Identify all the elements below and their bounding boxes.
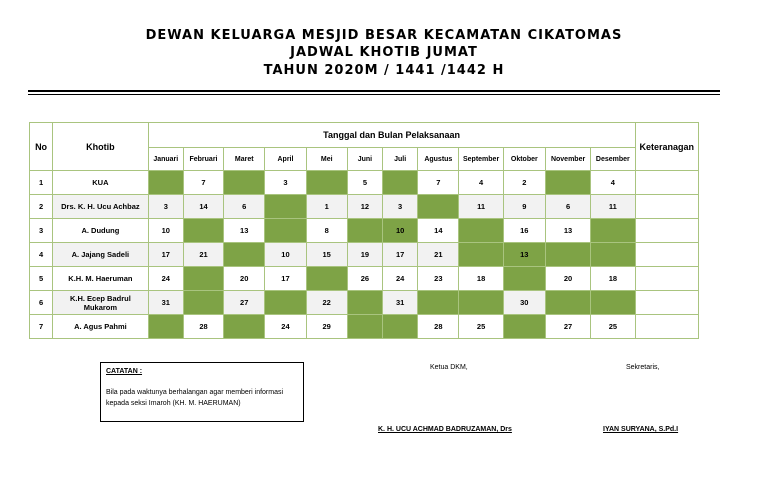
header-month: November xyxy=(545,148,590,171)
date-cell: 29 xyxy=(306,315,347,339)
date-cell: 26 xyxy=(347,267,382,291)
notes-body: Bila pada waktunya berhalangan agar memberi informasi kepada seksi Imaroh (KH. M. HAERUMAN) xyxy=(106,389,284,407)
date-cell: 24 xyxy=(383,267,418,291)
date-cell: 22 xyxy=(306,291,347,315)
header-month: Juni xyxy=(347,148,382,171)
date-cell: 25 xyxy=(591,315,635,339)
date-cell: 7 xyxy=(183,171,223,195)
date-cell: 20 xyxy=(224,267,265,291)
date-cell: 3 xyxy=(383,195,418,219)
date-cell: 24 xyxy=(148,267,183,291)
date-cell xyxy=(418,291,459,315)
keterangan-cell xyxy=(635,219,698,243)
signature-name-chairman: K. H. UCU ACHMAD BADRUZAMAN, Drs xyxy=(378,426,512,433)
date-cell xyxy=(224,315,265,339)
khotib-name: A. Jajang Sadeli xyxy=(53,243,149,267)
date-cell: 21 xyxy=(183,243,223,267)
document-year: TAHUN 2020M / 1441 /1442 H xyxy=(263,63,505,78)
date-cell xyxy=(383,315,418,339)
notes-box xyxy=(100,362,304,422)
date-cell xyxy=(148,171,183,195)
date-cell xyxy=(148,315,183,339)
keterangan-cell xyxy=(635,195,698,219)
row-number: 1 xyxy=(30,171,53,195)
date-cell: 4 xyxy=(459,171,503,195)
date-cell xyxy=(183,267,223,291)
row-number: 5 xyxy=(30,267,53,291)
header-month: Januari xyxy=(148,148,183,171)
table-row xyxy=(30,243,699,267)
date-cell: 18 xyxy=(459,267,503,291)
khotib-name: K.H. M. Haeruman xyxy=(53,267,149,291)
date-cell: 20 xyxy=(545,267,590,291)
row-number: 4 xyxy=(30,243,53,267)
date-cell: 28 xyxy=(183,315,223,339)
date-cell: 21 xyxy=(418,243,459,267)
header-keterangan: Keteranagan xyxy=(635,123,698,171)
date-cell xyxy=(545,243,590,267)
header-month: April xyxy=(265,148,306,171)
date-cell: 3 xyxy=(148,195,183,219)
keterangan-cell xyxy=(635,267,698,291)
signature-role-chairman: Ketua DKM, xyxy=(430,364,468,371)
keterangan-cell xyxy=(635,315,698,339)
date-cell: 10 xyxy=(148,219,183,243)
date-cell: 7 xyxy=(418,171,459,195)
header-no: No xyxy=(30,123,53,171)
date-cell: 15 xyxy=(306,243,347,267)
date-cell: 16 xyxy=(503,219,545,243)
keterangan-cell xyxy=(635,243,698,267)
date-cell xyxy=(383,171,418,195)
date-cell: 14 xyxy=(418,219,459,243)
table-row xyxy=(30,195,699,219)
header-month: Agustus xyxy=(418,148,459,171)
date-cell: 5 xyxy=(347,171,382,195)
date-cell: 31 xyxy=(148,291,183,315)
header-date-group: Tanggal dan Bulan Pelaksanaan xyxy=(148,123,635,148)
khotib-name: A. Agus Pahmi xyxy=(53,315,149,339)
date-cell xyxy=(545,171,590,195)
document-subtitle: JADWAL KHOTIB JUMAT xyxy=(290,45,478,60)
notes-title: CATATAN : xyxy=(106,368,143,375)
date-cell xyxy=(459,219,503,243)
date-cell: 6 xyxy=(224,195,265,219)
table-row xyxy=(30,219,699,243)
date-cell: 18 xyxy=(591,267,635,291)
date-cell: 28 xyxy=(418,315,459,339)
date-cell: 17 xyxy=(383,243,418,267)
date-cell xyxy=(591,291,635,315)
table-row xyxy=(30,291,699,315)
header-khotib: Khotib xyxy=(53,123,149,171)
date-cell: 9 xyxy=(503,195,545,219)
date-cell: 1 xyxy=(306,195,347,219)
khotib-name: KUA xyxy=(53,171,149,195)
date-cell: 17 xyxy=(265,267,306,291)
date-cell: 13 xyxy=(545,219,590,243)
date-cell: 19 xyxy=(347,243,382,267)
date-cell: 8 xyxy=(306,219,347,243)
header-month: Desember xyxy=(591,148,635,171)
date-cell: 17 xyxy=(148,243,183,267)
row-number: 7 xyxy=(30,315,53,339)
date-cell xyxy=(306,267,347,291)
date-cell xyxy=(265,195,306,219)
date-cell: 4 xyxy=(591,171,635,195)
date-cell xyxy=(224,171,265,195)
header-month: Maret xyxy=(224,148,265,171)
header-month: Juli xyxy=(383,148,418,171)
date-cell: 14 xyxy=(183,195,223,219)
khotib-name: A. Dudung xyxy=(53,219,149,243)
date-cell: 11 xyxy=(459,195,503,219)
signature-name-secretary: IYAN SURYANA, S.Pd.I xyxy=(603,426,679,433)
date-cell xyxy=(183,219,223,243)
date-cell xyxy=(591,219,635,243)
keterangan-cell xyxy=(635,291,698,315)
date-cell xyxy=(265,219,306,243)
header-rule-thin xyxy=(28,94,720,95)
keterangan-cell xyxy=(635,171,698,195)
row-number: 3 xyxy=(30,219,53,243)
signature-role-secretary: Sekretaris, xyxy=(626,364,660,371)
header-month: Mei xyxy=(306,148,347,171)
date-cell xyxy=(306,171,347,195)
row-number: 2 xyxy=(30,195,53,219)
header-month: September xyxy=(459,148,503,171)
date-cell: 10 xyxy=(265,243,306,267)
date-cell: 13 xyxy=(224,219,265,243)
date-cell: 10 xyxy=(383,219,418,243)
date-cell xyxy=(503,315,545,339)
date-cell: 2 xyxy=(503,171,545,195)
table-row xyxy=(30,171,699,195)
date-cell: 31 xyxy=(383,291,418,315)
date-cell: 13 xyxy=(503,243,545,267)
date-cell: 24 xyxy=(265,315,306,339)
date-cell: 30 xyxy=(503,291,545,315)
khotib-name: K.H. Ecep Badrul Mukarom xyxy=(53,291,149,315)
date-cell xyxy=(459,291,503,315)
schedule-table xyxy=(29,122,699,339)
date-cell: 25 xyxy=(459,315,503,339)
table-row xyxy=(30,315,699,339)
date-cell: 6 xyxy=(545,195,590,219)
date-cell: 23 xyxy=(418,267,459,291)
header-rule-thick xyxy=(28,90,720,92)
date-cell: 27 xyxy=(224,291,265,315)
header-month: Oktober xyxy=(503,148,545,171)
table-row xyxy=(30,267,699,291)
date-cell: 12 xyxy=(347,195,382,219)
date-cell xyxy=(503,267,545,291)
date-cell xyxy=(265,291,306,315)
row-number: 6 xyxy=(30,291,53,315)
date-cell xyxy=(183,291,223,315)
khotib-name: Drs. K. H. Ucu Achbaz xyxy=(53,195,149,219)
date-cell xyxy=(545,291,590,315)
date-cell: 3 xyxy=(265,171,306,195)
date-cell xyxy=(591,243,635,267)
date-cell xyxy=(224,243,265,267)
date-cell xyxy=(347,219,382,243)
header-month: Februari xyxy=(183,148,223,171)
date-cell xyxy=(418,195,459,219)
date-cell xyxy=(347,291,382,315)
date-cell xyxy=(459,243,503,267)
date-cell: 11 xyxy=(591,195,635,219)
date-cell xyxy=(347,315,382,339)
date-cell: 27 xyxy=(545,315,590,339)
document-title: DEWAN KELUARGA MESJID BESAR KECAMATAN CIKATOMAS xyxy=(145,28,623,43)
